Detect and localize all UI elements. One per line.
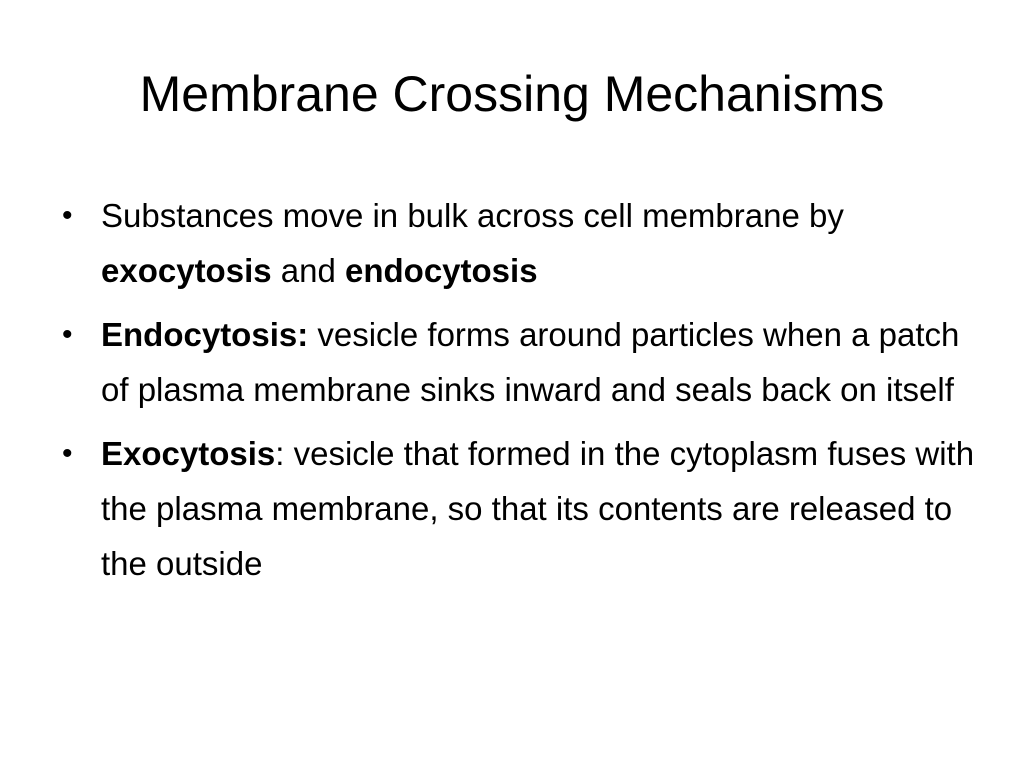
term-endocytosis-definition: Endocytosis: <box>101 316 309 353</box>
bullet-text: : vesicle that formed in the cytoplasm fuses with the plasma membrane, so that its contents are released to the outside <box>101 435 975 582</box>
slide-title: Membrane Crossing Mechanisms <box>139 66 885 122</box>
term-exocytosis-definition: Exocytosis <box>101 435 276 472</box>
bullet-text: vesicle forms around particles when a patch of plasma membrane sinks inward and seals back on itself <box>101 316 960 408</box>
bullet-dot-icon: • <box>62 437 73 470</box>
term-exocytosis: exocytosis <box>101 252 272 289</box>
bullet-dot-icon: • <box>62 199 73 232</box>
bullet-item-exocytosis <box>60 426 980 591</box>
bullet-item-bulk-transport <box>60 188 980 298</box>
bullet-text-connector: and <box>271 252 345 289</box>
bullet-dot-icon: • <box>62 318 73 351</box>
term-endocytosis: endocytosis <box>345 252 538 289</box>
bullet-item-endocytosis <box>60 307 980 417</box>
bullet-text: Substances move in bulk across cell membrane by <box>101 197 844 234</box>
bullet-list <box>60 188 980 600</box>
